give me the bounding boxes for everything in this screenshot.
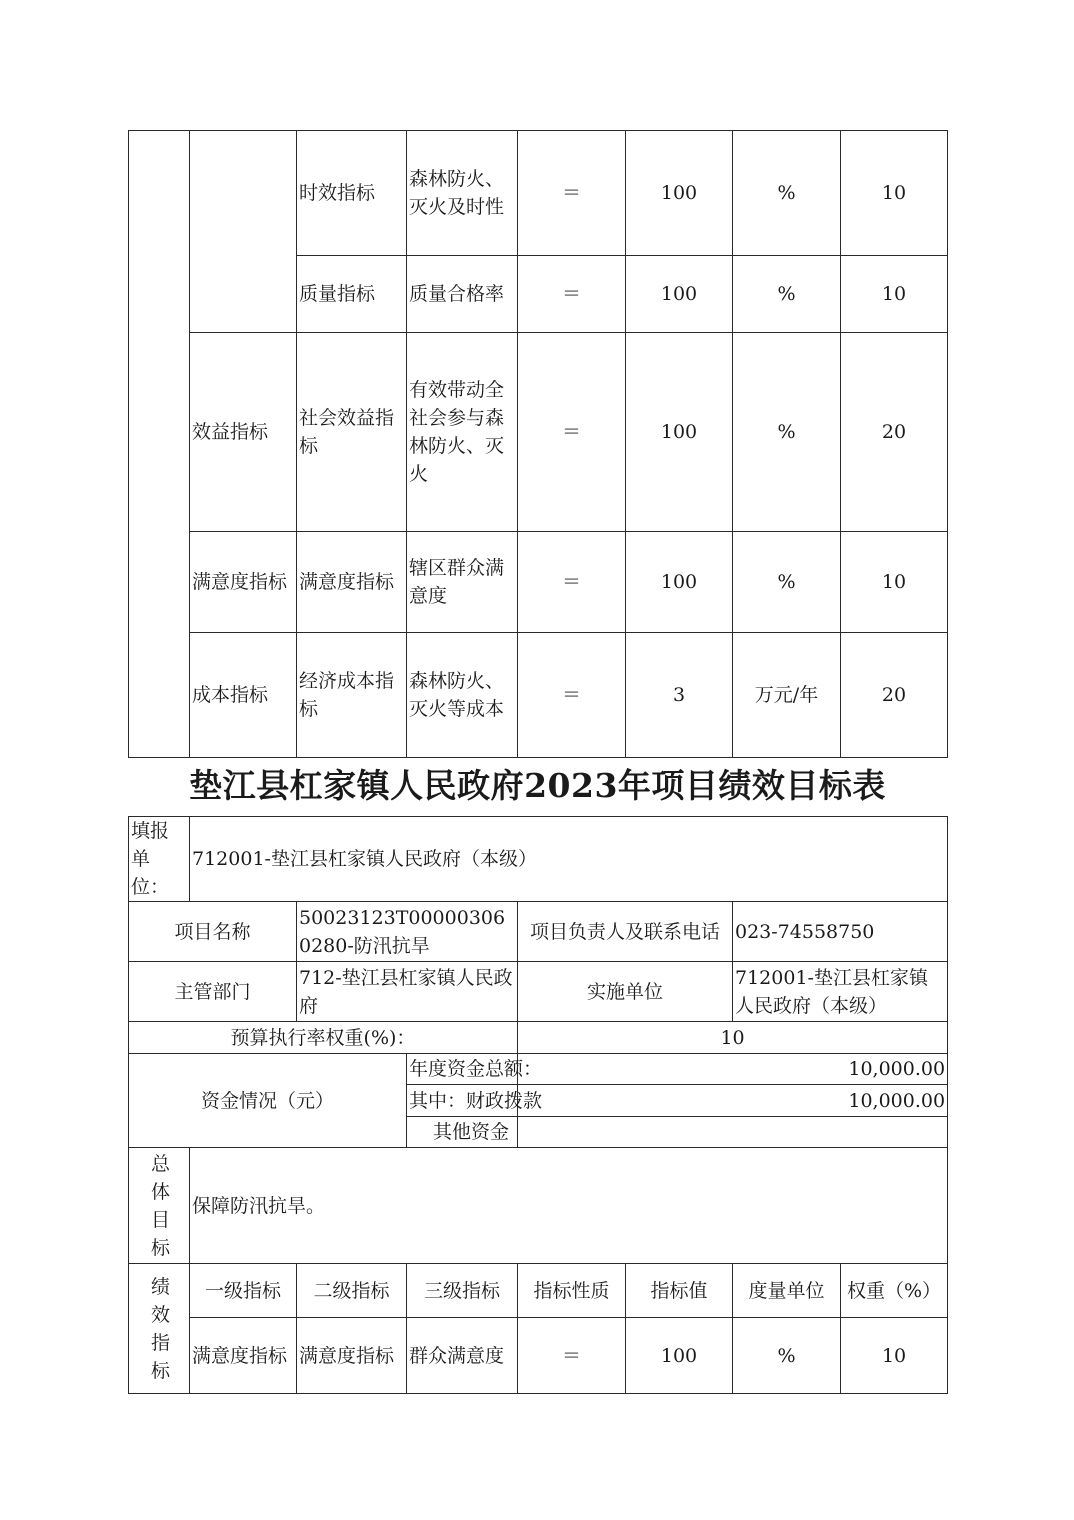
level1-cell: 成本指标: [190, 633, 297, 758]
unit-value: 712001-垫江县杠家镇人民政府（本级）: [190, 817, 948, 902]
funds-other-value: [518, 1117, 948, 1148]
nature-cell: ＝: [518, 532, 626, 633]
table-row: [129, 817, 948, 902]
page-title: 垫江县杠家镇人民政府2023年项目绩效目标表: [189, 766, 886, 805]
goal-value: 保障防汛抗旱。: [190, 1148, 948, 1264]
table-row: [129, 1022, 948, 1054]
level2-cell: 满意度指标: [297, 532, 407, 633]
table-row: [129, 1264, 948, 1318]
nature-cell: ＝: [518, 333, 626, 532]
nature-cell: ＝: [518, 131, 626, 256]
funds-total-value: 10,000.00: [518, 1054, 948, 1085]
funds-fiscal-value: 10,000.00: [518, 1085, 948, 1117]
blank-cell: [129, 131, 190, 758]
level1-cell: 效益指标: [190, 333, 297, 532]
weight-cell: 20: [841, 333, 948, 532]
contact-label: 项目负责人及联系电话: [518, 902, 733, 962]
nature-cell: ＝: [518, 1318, 626, 1394]
performance-goal-table: [128, 816, 948, 1394]
funds-fiscal-label: 其中：财政拨款: [407, 1085, 518, 1117]
table-row: [129, 633, 948, 758]
contact-value: 023-74558750: [733, 902, 948, 962]
header-weight: 权重（%）: [841, 1264, 948, 1318]
value-cell: 100: [626, 131, 733, 256]
level3-cell: 辖区群众满意度: [407, 532, 518, 633]
funds-label: 资金情况（元）: [129, 1054, 407, 1148]
unit-cell: %: [733, 1318, 841, 1394]
indicator-label: 绩效指标: [129, 1264, 190, 1394]
table-row: [129, 1054, 948, 1085]
table-row: [129, 131, 948, 256]
project-name-value: 50023123T000003060280-防汛抗旱: [297, 902, 518, 962]
level1-cell: [190, 131, 297, 333]
value-cell: 100: [626, 532, 733, 633]
level1-cell: 满意度指标: [190, 1318, 297, 1394]
funds-other-label: 其他资金: [407, 1117, 518, 1148]
table-row: [129, 532, 948, 633]
continued-indicator-table: [128, 130, 948, 758]
table-row: [129, 902, 948, 962]
header-level3: 三级指标: [407, 1264, 518, 1318]
level1-cell: 满意度指标: [190, 532, 297, 633]
value-cell: 100: [626, 333, 733, 532]
level2-cell: 满意度指标: [297, 1318, 407, 1394]
header-unit: 度量单位: [733, 1264, 841, 1318]
unit-cell: %: [733, 532, 841, 633]
weight-cell: 10: [841, 131, 948, 256]
value-cell: 3: [626, 633, 733, 758]
project-name-label: 项目名称: [129, 902, 297, 962]
table-row: [129, 333, 948, 532]
level2-cell: 经济成本指标: [297, 633, 407, 758]
weight-cell: 20: [841, 633, 948, 758]
dept-value: 712-垫江县杠家镇人民政府: [297, 962, 518, 1022]
level2-cell: 社会效益指标: [297, 333, 407, 532]
weight-cell: 10: [841, 532, 948, 633]
level3-cell: 森林防火、灭火等成本: [407, 633, 518, 758]
budget-rate-label: 预算执行率权重(%)：: [129, 1022, 518, 1054]
header-level2: 二级指标: [297, 1264, 407, 1318]
level2-cell: 时效指标: [297, 131, 407, 256]
weight-cell: 10: [841, 1318, 948, 1394]
value-cell: 100: [626, 256, 733, 333]
value-cell: 100: [626, 1318, 733, 1394]
level3-cell: 森林防火、灭火及时性: [407, 131, 518, 256]
unit-cell: %: [733, 333, 841, 532]
table-row: [129, 1318, 948, 1394]
table-row: [129, 962, 948, 1022]
dept-label: 主管部门: [129, 962, 297, 1022]
budget-rate-value: 10: [518, 1022, 948, 1054]
level3-cell: 有效带动全社会参与森林防火、灭火: [407, 333, 518, 532]
table-row: [129, 1148, 948, 1264]
unit-cell: %: [733, 256, 841, 333]
weight-cell: 10: [841, 256, 948, 333]
header-nature: 指标性质: [518, 1264, 626, 1318]
level2-cell: 质量指标: [297, 256, 407, 333]
nature-cell: ＝: [518, 633, 626, 758]
level3-cell: 群众满意度: [407, 1318, 518, 1394]
nature-cell: ＝: [518, 256, 626, 333]
header-level1: 一级指标: [190, 1264, 297, 1318]
goal-label: 总体目标: [129, 1148, 190, 1264]
impl-value: 712001-垫江县杠家镇人民政府（本级）: [733, 962, 948, 1022]
impl-label: 实施单位: [518, 962, 733, 1022]
level3-cell: 质量合格率: [407, 256, 518, 333]
unit-cell: 万元/年: [733, 633, 841, 758]
unit-label: 填报单位：: [129, 817, 190, 902]
funds-total-label: 年度资金总额：: [407, 1054, 518, 1085]
unit-cell: %: [733, 131, 841, 256]
header-value: 指标值: [626, 1264, 733, 1318]
